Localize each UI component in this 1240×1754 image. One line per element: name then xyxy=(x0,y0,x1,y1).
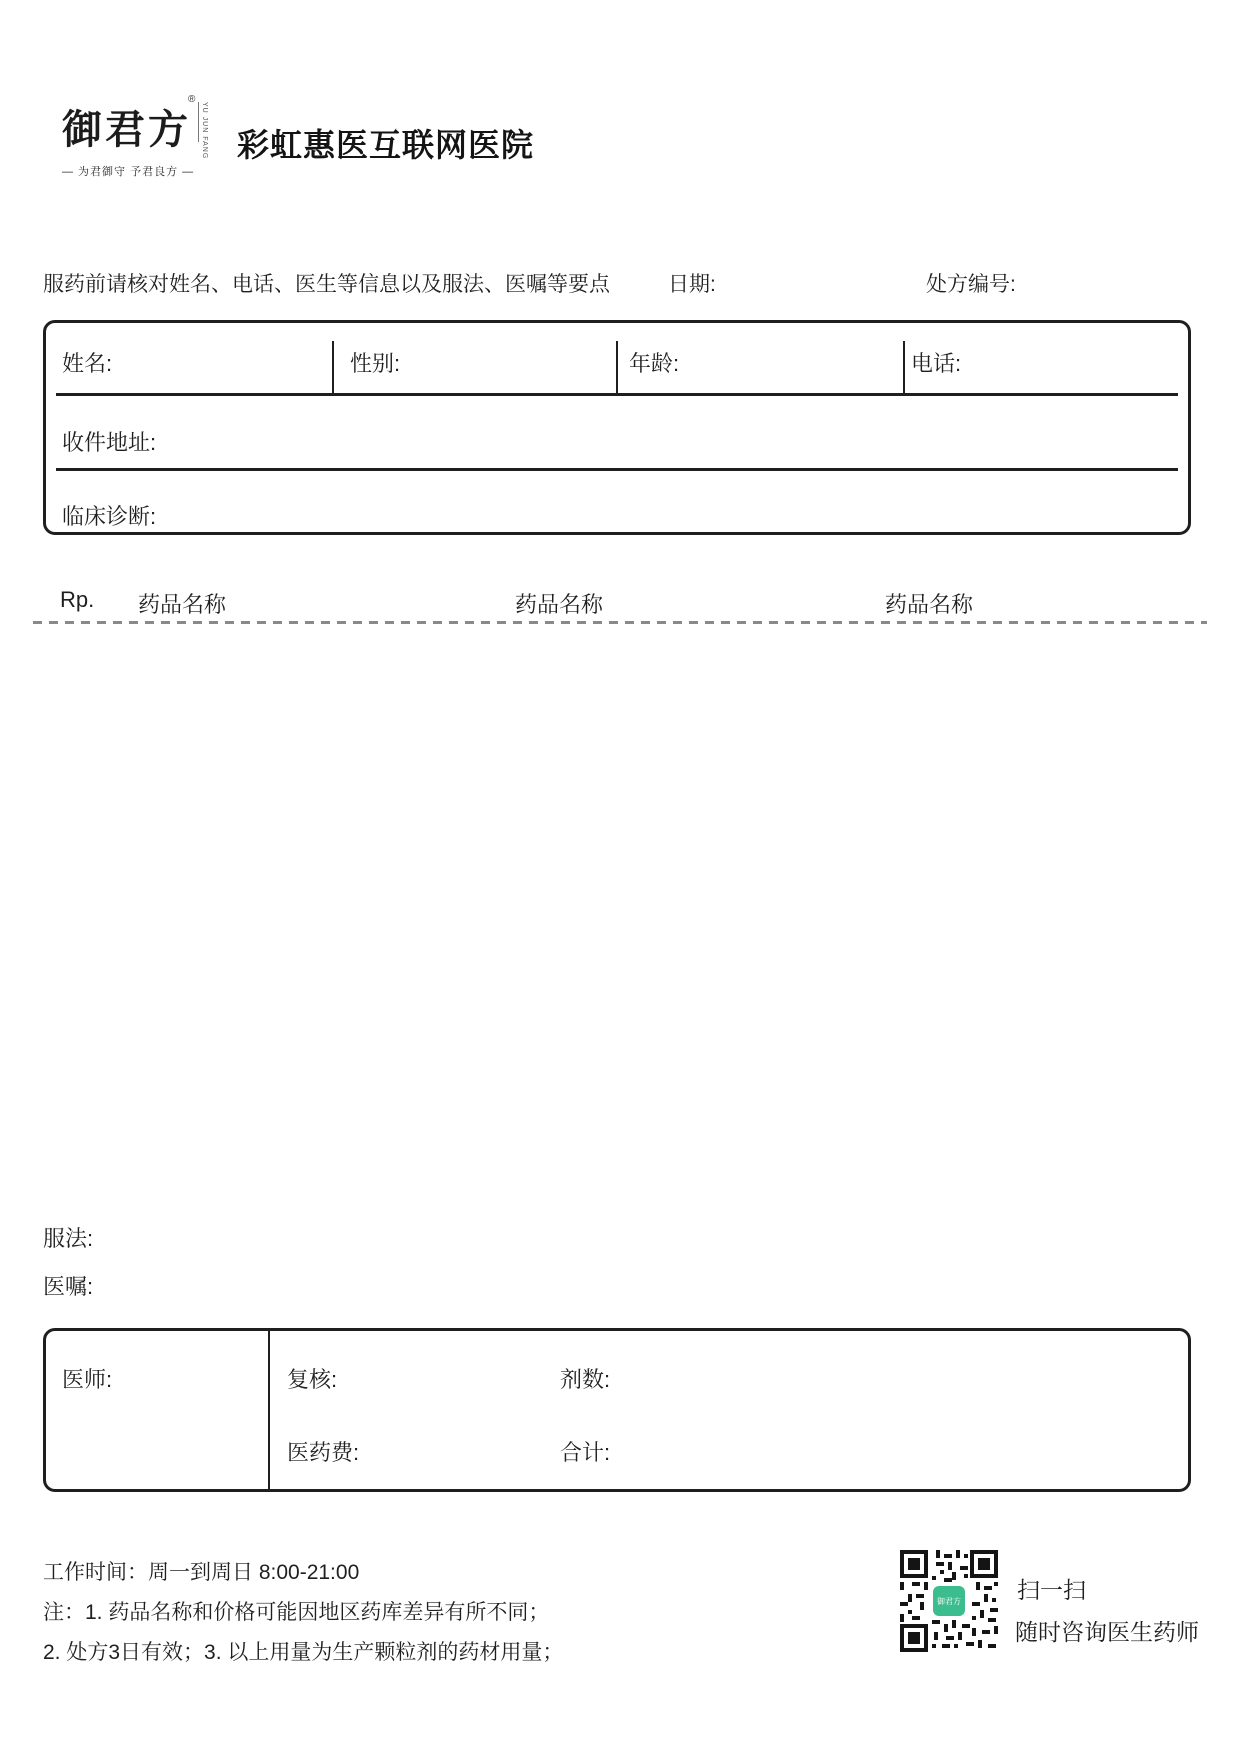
shipping-address-label: 收件地址: xyxy=(62,430,157,455)
qr-center-text: 御君方 xyxy=(937,1597,961,1606)
note-line-2: 2. 处方3日有效；3. 以上用量为生产颗粒剂的药材用量； xyxy=(43,1641,564,1664)
qr-code-graphic xyxy=(900,1550,998,1652)
brand-logo xyxy=(62,94,212,179)
date-label: 日期: xyxy=(668,273,716,296)
signoff-box xyxy=(43,1328,1191,1492)
phone-label: 电话: xyxy=(911,351,962,376)
name-label: 姓名: xyxy=(62,351,113,376)
dashed-separator xyxy=(33,621,1207,624)
medicine-fee-label: 医药费: xyxy=(287,1440,360,1465)
hospital-title: 彩虹惠医互联网医院 xyxy=(237,127,535,163)
field-divider xyxy=(616,341,618,396)
registered-trademark-icon: ® xyxy=(188,94,196,105)
field-divider xyxy=(903,341,905,396)
physician-label: 医师: xyxy=(62,1367,113,1392)
field-divider xyxy=(332,341,334,396)
scan-hint-subtitle: 随时咨询医生药师 xyxy=(1015,1619,1199,1645)
doctor-advice-label: 医嘱: xyxy=(43,1274,94,1299)
patient-info-box xyxy=(43,320,1191,535)
brand-logo-pinyin: YU JUN FANG xyxy=(198,102,208,142)
cell-divider xyxy=(268,1331,270,1489)
verification-hint: 服药前请核对姓名、电话、医生等信息以及服法、医嘱等要点 xyxy=(43,273,610,296)
brand-logo-text: 御君方 xyxy=(62,107,191,152)
doses-count-label: 剂数: xyxy=(560,1367,611,1392)
patient-info-row xyxy=(46,323,1188,396)
drug-name-column-header: 药品名称 xyxy=(515,592,604,617)
gender-label: 性别: xyxy=(350,351,401,376)
usage-method-label: 服法: xyxy=(43,1226,94,1251)
qr-code xyxy=(900,1550,998,1652)
total-label: 合计: xyxy=(560,1440,611,1465)
drug-name-column-header: 药品名称 xyxy=(885,592,974,617)
drug-name-column-header: 药品名称 xyxy=(138,592,227,617)
brand-tagline: — 为君御守 予君良方 — xyxy=(62,166,195,178)
row-divider xyxy=(56,393,1178,396)
rp-label: Rp. xyxy=(60,587,95,612)
row-divider xyxy=(56,468,1178,471)
work-hours-text: 工作时间：周一到周日 8:00-21:00 xyxy=(43,1561,360,1584)
prescription-number-label: 处方编号: xyxy=(926,273,1016,296)
review-label: 复核: xyxy=(287,1367,338,1392)
age-label: 年龄: xyxy=(629,351,680,376)
clinical-diagnosis-label: 临床诊断: xyxy=(62,504,157,529)
scan-hint-title: 扫一扫 xyxy=(1017,1577,1086,1603)
note-line-1: 注：1. 药品名称和价格可能因地区药库差异有所不同； xyxy=(43,1601,550,1624)
